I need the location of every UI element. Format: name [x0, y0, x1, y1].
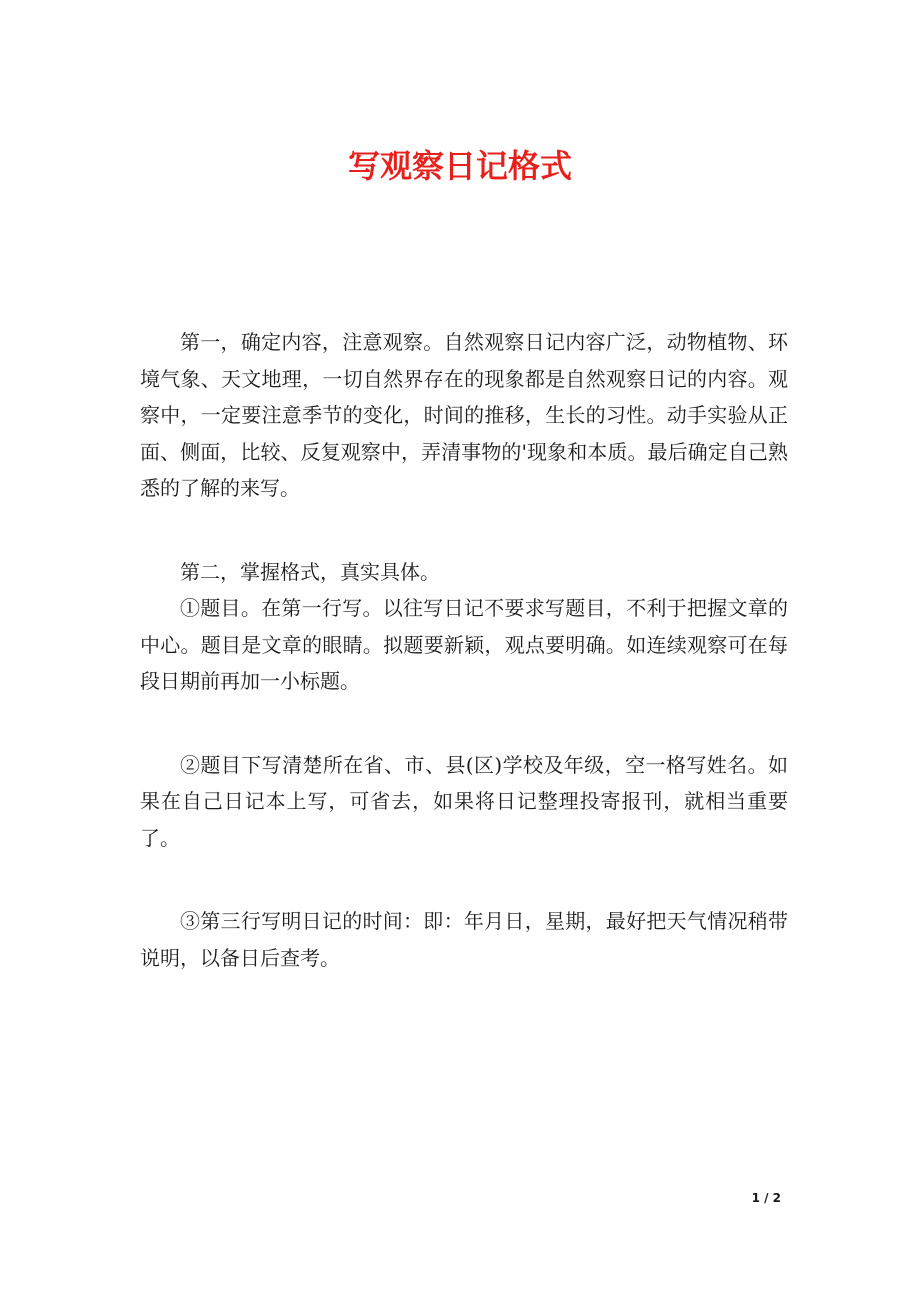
document-body — [140, 324, 788, 976]
paragraph-item-school: ②题目下写清楚所在省、市、县(区)学校及年级，空一格写姓名。如果在自己日记本上写，可省去，如果将日记整理投寄报刊，就相当重要了。 — [140, 752, 788, 850]
paragraph-item-date: ③第三行写明日记的时间：即：年月日，星期，最好把天气情况稍带说明，以备日后查考。 — [140, 909, 788, 970]
paragraph-gap — [140, 856, 788, 903]
document-title: 写观察日记格式 — [347, 147, 572, 185]
paragraph-item-title: ①题目。在第一行写。以往写日记不要求写题目，不利于把握文章的中心。题目是文章的眼睛。拟题要新颖，观点要明确。如连续观察可在每段日期前再加一小标题。 — [140, 596, 788, 693]
paragraph-step-two: 第二，掌握格式，真实具体。 — [180, 559, 440, 584]
page-number: 1 / 2 — [751, 1191, 781, 1205]
paragraph-gap — [140, 507, 788, 554]
paragraph-gap — [140, 700, 788, 747]
paragraph-step-one: 第一，确定内容，注意观察。自然观察日记内容广泛，动物植物、环境气象、天文地理，一切自然界存在的现象都是自然观察日记的内容。观察中，一定要注意季节的变化，时间的推移，生长的习性。动手实验从正面、侧面，比较、反复观察中，弄清事物的'现象和本质。最后确定自己熟悉的了解的来写。 — [140, 330, 788, 500]
